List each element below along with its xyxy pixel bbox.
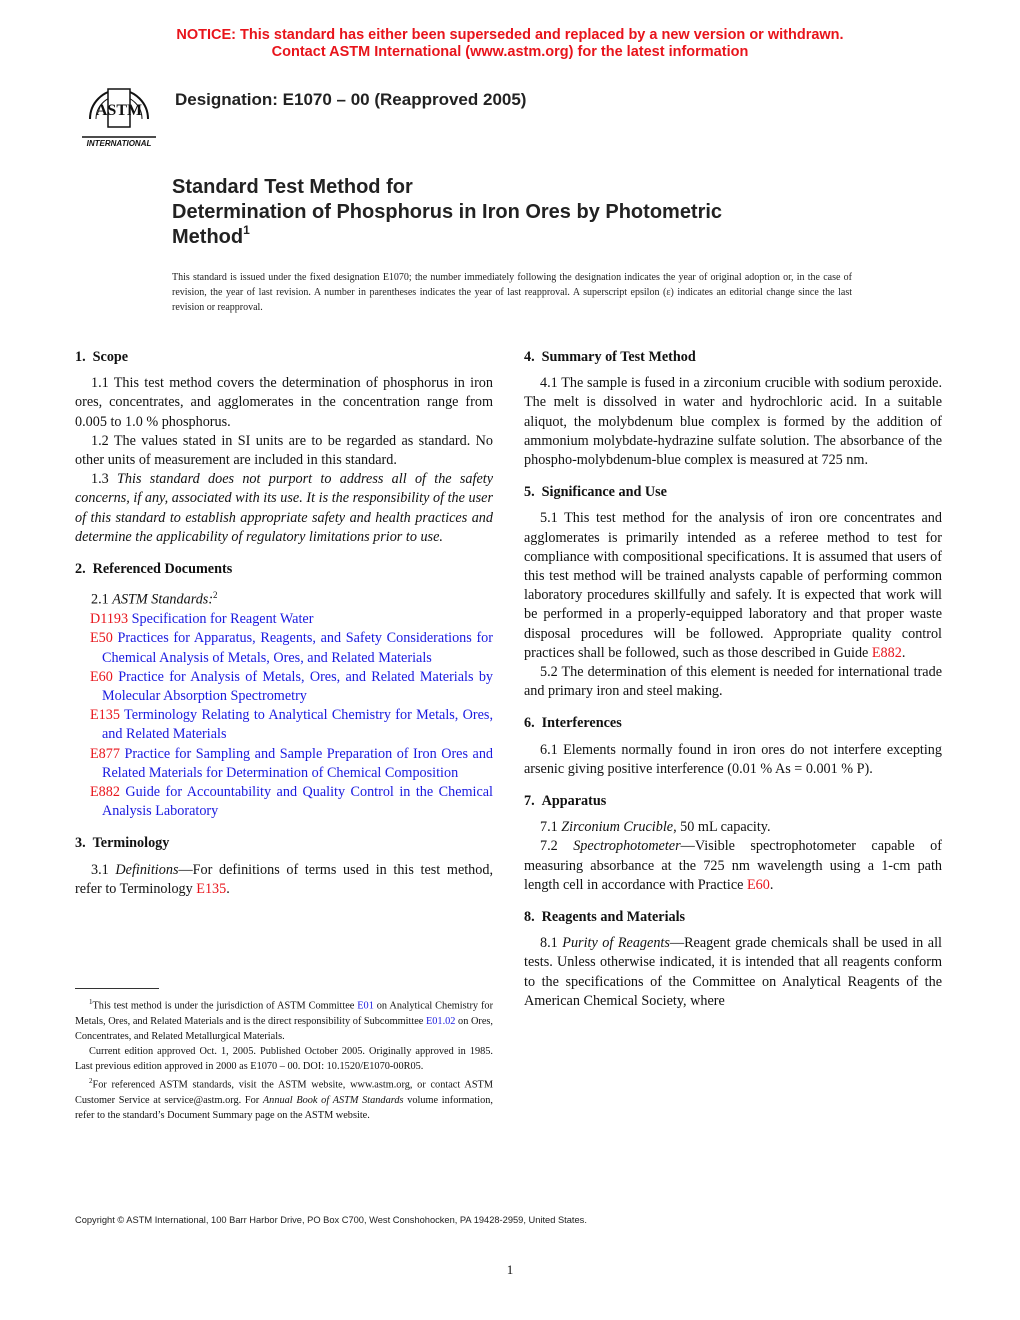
para-2-1: 2.1 ASTM Standards:$^2$ bbox=[91, 590, 218, 608]
notice-line-1: NOTICE: This standard has either been superseded and replaced by a new version or withdrawn. bbox=[176, 27, 844, 43]
link-e882[interactable]: E882 bbox=[871, 644, 902, 661]
section-5-heading: 5. Significance and Use bbox=[524, 484, 667, 501]
issuance-statement: This standard is issued under the fixed designation E1070; the number immediately following the designation indicates the year of original adoption or, in the case of revision, the year of last revision. A number in parentheses indicates the year of last reapproval. A superscript epsilon (ε) indicates an editorial change since the last revision or reapproval. bbox=[172, 272, 852, 313]
page-number: 1 bbox=[506, 1262, 514, 1277]
withdrawal-notice bbox=[0, 27, 1020, 61]
footnote-1-edition: Current edition approved Oct. 1, 2005. Published October 2005. Originally approved in 1985. Last previous edition approved in 2000 as E1070 – 00. DOI: 10.1520/E1070-00R05. bbox=[75, 1046, 493, 1073]
para-3-1: 3.1 Definitions—For definitions of terms used in this test method, refer to Terminology E135. bbox=[75, 861, 494, 897]
astm-logo bbox=[78, 77, 160, 149]
right-column bbox=[524, 348, 942, 1011]
section-2-heading: 2. Referenced Documents bbox=[75, 561, 233, 578]
ref-item[interactable]: E135 Terminology Relating to Analytical Chemistry for Metals, Ores, and Related Materials bbox=[90, 707, 493, 743]
footnote-rule bbox=[75, 988, 159, 989]
ref-item[interactable]: E882 Guide for Accountability and Quality Control in the Chemical Analysis Laboratory bbox=[90, 784, 494, 820]
logo-subtext: INTERNATIONAL bbox=[86, 139, 152, 148]
title-line-1: Standard Test Method for bbox=[172, 176, 413, 198]
para-5-2: 5.2 The determination of this element is needed for international trade and primary iron and steel making. bbox=[524, 664, 942, 700]
section-3-heading: 3. Terminology bbox=[75, 835, 170, 852]
footnotes bbox=[75, 995, 493, 1123]
ref-item[interactable]: D1193 Specification for Reagent Water bbox=[90, 611, 314, 628]
logo-text: ASTM bbox=[95, 102, 143, 119]
section-4-heading: 4. Summary of Test Method bbox=[524, 349, 696, 365]
title-footnote-mark: 1 bbox=[243, 223, 250, 237]
section-1-heading: 1. Scope bbox=[75, 349, 129, 365]
para-4-1: 4.1 The sample is fused in a zirconium crucible with sodium peroxide. The melt is dissolved in water and hydrochloric acid. In a suitable aliquot, the molybdenum blue complex is formed by the addition of ammonium molybdate-hydrazine sulfate solution. The absorbance of the phospho-molybdenum-blue complex is measured at 725 nm. bbox=[524, 375, 942, 469]
footnote-1: $^1$This test method is under the jurisdiction of ASTM Committee E01 on Analytical Chemistry for Metals, Ores, and Related Materials and is the direct responsibility of Subcommittee E01.02 on Ores, Concentrates, and Related Metallurgical Materials. bbox=[75, 998, 493, 1042]
para-1-1: 1.1 This test method covers the determination of phosphorus in iron ores, concentrates, and agglomerates in the concentration range from 0.005 to 1.0 % phosphorus. bbox=[75, 375, 493, 430]
ref-item[interactable]: E877 Practice for Sampling and Sample Preparation of Iron Ores and Related Materials for Determination of Chemical Composition bbox=[90, 745, 494, 781]
designation: Designation: E1070 – 00 (Reapproved 2005) bbox=[175, 90, 527, 109]
para-5-1: 5.1 This test method for the analysis of iron ore concentrates and agglomerates is primarily intended as a referee method to test for compliance with compositional specifications. It is assumed that users of this test method will be trained analysts capable of performing common laboratory procedures skillfully and safely. It is expected that work will be performed in a properly-equipped laboratory and that proper waste disposal procedures will be followed. Appropriate quality control practices shall be followed, such as those described in Guide E882. bbox=[524, 510, 942, 661]
link-e01[interactable]: E01 bbox=[357, 1000, 374, 1012]
para-7-1: 7.1 Zirconium Crucible, 50 mL capacity. bbox=[540, 819, 771, 836]
astm-logo-icon bbox=[78, 77, 160, 149]
para-1-2: 1.2 The values stated in SI units are to be regarded as standard. No other units of measurement are included in this standard. bbox=[75, 432, 493, 469]
link-e135[interactable]: E135 bbox=[196, 880, 227, 897]
document-title bbox=[172, 175, 892, 250]
para-7-2: 7.2 Spectrophotometer—Visible spectrophotometer capable of measuring absorbance at the 725 nm wavelength using a 1-cm path length cell in accordance with Practice E60. bbox=[524, 838, 942, 893]
link-e60[interactable]: E60 bbox=[746, 876, 770, 893]
link-e01-02[interactable]: E01.02 bbox=[425, 1015, 456, 1027]
ref-item[interactable]: E50 Practices for Apparatus, Reagents, and Safety Considerations for Chemical Analysis of Metals, Ores, and Related Materials bbox=[90, 630, 493, 666]
title-line-3: Method$^1$ bbox=[172, 223, 250, 248]
footnote-2: $^2$For referenced ASTM standards, visit the ASTM website, www.astm.org, or contact ASTM Customer Service at service@astm.org. For Annual Book of ASTM Standards volume information, refer to the standard’s Document Summary page on the ASTM website. bbox=[75, 1077, 493, 1122]
para-1-3: 1.3 This standard does not purport to address all of the safety concerns, if any, associated with its use. It is the responsibility of the user of this standard to establish appropriate safety and health practices and determine the applicability of regulatory limitations prior to use. bbox=[75, 471, 493, 545]
section-7-heading: 7. Apparatus bbox=[524, 793, 607, 810]
section-6-heading: 6. Interferences bbox=[524, 715, 622, 732]
title-line-2: Determination of Phosphorus in Iron Ores by Photometric bbox=[172, 201, 723, 223]
section-8-heading: 8. Reagents and Materials bbox=[524, 909, 686, 926]
para-6-1: 6.1 Elements normally found in iron ores do not interfere excepting arsenic giving positive interference (0.01 % As = 0.001 % P). bbox=[524, 741, 942, 777]
ref-item[interactable]: E60 Practice for Analysis of Metals, Ores, and Related Materials by Molecular Absorption Spectrometry bbox=[90, 668, 494, 704]
para-8-1: 8.1 Purity of Reagents—Reagent grade chemicals shall be used in all tests. Unless otherwise indicated, it is intended that all reagents conform to the specifications of the Committee on Analytical Reagents of the American Chemical Society, where bbox=[524, 935, 942, 1009]
notice-line-2: Contact ASTM International (www.astm.org) for the latest information bbox=[271, 44, 749, 60]
left-column bbox=[75, 348, 493, 899]
copyright: Copyright © ASTM International, 100 Barr Harbor Drive, PO Box C700, West Conshohocken, PA 19428-2959, United States. bbox=[75, 1215, 587, 1225]
